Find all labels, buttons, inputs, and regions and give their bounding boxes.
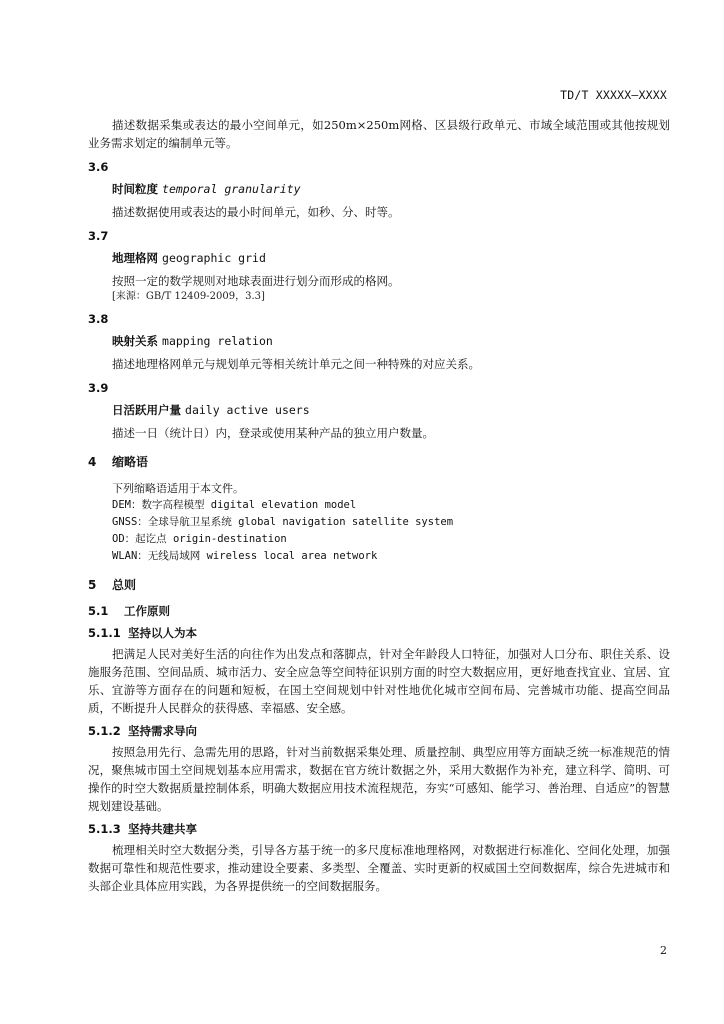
term-en: geographic grid [162, 251, 266, 265]
paragraph-5-1-2: 按照急用先行、急需先用的思路，针对当前数据采集处理、质量控制、典型应用等方面缺乏统一标准规范的情况，聚焦城市国土空间规划基本应用需求，数据在官方统计数据之外，采用大数据作为补充，建立科学、简明、可操作的时空大数据质量控制体系，明确大数据应用技术流程规范，夯实“可感知、能学习、善治理、自适应”的智慧规划建设基础。 [88, 745, 670, 813]
section-heading-5-1-2 [88, 723, 670, 739]
clause-number-3-7: 3.7 [88, 229, 109, 243]
section-number: 5 [88, 578, 97, 592]
paragraph-5-1-1: 把满足人民对美好生活的向往作为出发点和落脚点，针对全年龄段人口特征，加强对人口分布、职住关系、设施服务范围、空间品质、城市活力、安全应急等空间特征识别方面的时空大数据应用，更好地查找宜业、宜居、宜乐、宜游等方面存在的问题和短板，在国土空间规划中针对性地优化城市空间布局、完善城市功能、提高空间品质，不断提升人民群众的获得感、幸福感、安全感。 [88, 647, 670, 715]
clause-number-3-8: 3.8 [88, 312, 109, 326]
term-en: temporal granularity [162, 182, 301, 196]
term-3-8 [88, 333, 670, 349]
term-cn: 日活跃用户量 [112, 403, 181, 417]
term-3-6 [88, 181, 670, 197]
document-body [88, 116, 670, 895]
term-en: daily active users [185, 403, 310, 417]
definition-3-6: 描述数据使用或表达的最小时间单元，如秒、分、时等。 [112, 205, 400, 219]
definition-3-8: 描述地理格网单元与规划单元等相关统计单元之间一种特殊的对应关系。 [112, 357, 480, 371]
section-heading-5-1-1 [88, 625, 670, 641]
section-title: 坚持需求导向 [128, 724, 197, 738]
term-cn: 地理格网 [112, 251, 158, 265]
source-note-3-7: [来源：GB/T 12409-2009，3.3] [112, 291, 265, 302]
clause-number-3-9: 3.9 [88, 381, 109, 395]
clause-number-3-6: 3.6 [88, 160, 109, 174]
section-title: 坚持以人为本 [128, 626, 197, 640]
abbreviation-item: GNSS：全球导航卫星系统 global navigation satellite system [112, 516, 454, 528]
paragraph-spatial-unit: 描述数据采集或表达的最小空间单元，如250m×250m网格、区县级行政单元、市域全域范围或其他按规划业务需求划定的编制单元等。 [88, 118, 670, 150]
section-heading-5-1-3 [88, 821, 670, 837]
term-cn: 映射关系 [112, 334, 158, 348]
definition-3-7: 按照一定的数学规则对地球表面进行划分而形成的格网。 [112, 274, 400, 288]
definition-3-9: 描述一日（统计日）内，登录或使用某种产品的独立用户数量。 [112, 426, 434, 440]
term-cn: 时间粒度 [112, 182, 158, 196]
section-number: 5.1.3 [88, 822, 121, 836]
term-3-7 [88, 250, 670, 266]
term-en: mapping relation [162, 334, 273, 348]
section-title: 坚持共建共享 [128, 822, 197, 836]
section-title: 总则 [112, 578, 137, 592]
section-number: 5.1.1 [88, 626, 121, 640]
section-number: 4 [88, 455, 97, 469]
section-heading-4 [88, 454, 670, 470]
abbreviation-item: OD：起讫点 origin-destination [112, 533, 287, 545]
paragraph-5-1-3: 梳理相关时空大数据分类，引导各方基于统一的多尺度标准地理格网，对数据进行标准化、空间化处理，加强数据可靠性和规范性要求，推动建设全要素、多类型、全覆盖、实时更新的权威国土空间数据库，综合先进城市和头部企业具体应用实践，为各界提供统一的空间数据服务。 [88, 843, 670, 893]
doc-code: TD/T XXXXX—XXXX [560, 88, 667, 102]
term-3-9 [88, 402, 670, 418]
section-number: 5.1 [88, 604, 109, 618]
section-title: 工作原则 [124, 604, 170, 618]
section-heading-5 [88, 577, 670, 593]
section-title: 缩略语 [112, 455, 149, 469]
abbreviation-item: WLAN：无线局域网 wireless local area network [112, 550, 378, 562]
section-number: 5.1.2 [88, 724, 121, 738]
abbreviations-intro: 下列缩略语适用于本文件。 [112, 482, 244, 495]
abbreviation-item: DEM：数字高程模型 digital elevation model [112, 499, 357, 511]
page-number: 2 [660, 944, 667, 957]
section-heading-5-1 [88, 603, 670, 619]
